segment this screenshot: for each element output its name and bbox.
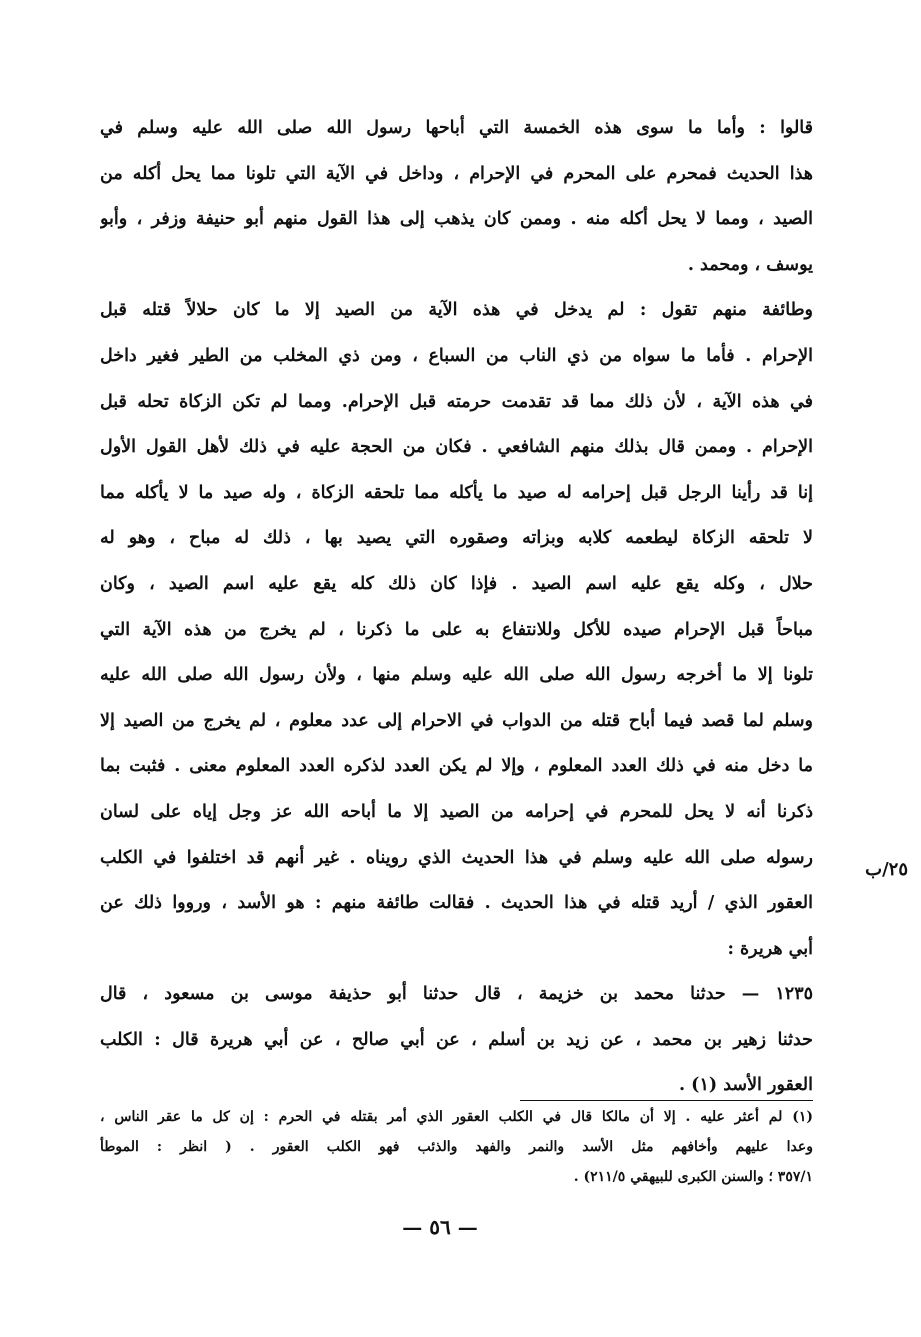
text-line: ١٢٣٥ — حدثنا محمد بن خزيمة ، قال حدثنا أبو حذيفة موسى بن مسعود ، قال	[100, 984, 813, 1005]
text-line: لا تلحقه الزكاة ليطعمه كلابه وبزاته وصقوره التي يصيد بها ، ذلك له مباح ، وهو له	[100, 528, 813, 549]
text-line: الصيد ، ومما لا يحل أكله منه . وممن كان يذهب إلى هذا القول منهم أبو حنيفة وزفر ، وأبو	[100, 209, 813, 230]
text-line: هذا الحديث فمحرم على المحرم في الإحرام ، وداخل في الآية التي تلونا مما يحل أكله من	[100, 163, 813, 184]
text-line: العقور الأسد (١) .	[678, 1075, 813, 1096]
page-number: — ٥٦ —	[402, 1215, 478, 1239]
footnote-divider	[520, 1100, 813, 1101]
text-line: الإحرام . فأما ما سواه من ذي الناب من السباع ، ومن ذي المخلب من الطير فغير داخل	[100, 345, 813, 366]
text-line: العقور الذي / أريد قتله في هذا الحديث . فقالت طائفة منهم : هو الأسد ، ورووا ذلك عن	[100, 893, 813, 914]
text-line: قالوا : وأما ما سوى هذه الخمسة التي أباحها رسول الله صلى الله عليه وسلم في	[100, 118, 813, 138]
footnote-line: ٣٥٧/١ ؛ والسنن الكبرى للبيهقي ٢١١/٥) .	[573, 1169, 813, 1185]
text-line: في هذه الآية ، لأن ذلك مما قد تقدمت حرمته قبل الإحرام. ومما لم تكن الزكاة تحله قبل	[100, 391, 813, 412]
text-line: تلونا إلا ما أخرجه رسول الله صلى الله عليه وسلم منها ، ولأن رسول الله صلى الله عليه	[100, 665, 813, 686]
text-line: إنا قد رأينا الرجل قبل إحرامه له صيد ما يأكله مما تلحقه الزكاة ، وله صيد ما لا يأكله مما	[100, 482, 813, 503]
main-text	[100, 106, 813, 1109]
footnote-line: وعدا عليهم وأخافهم مثل الأسد والنمر والفهد والذئب فهو الكلب العقور . ( انظر : الموطأ	[100, 1139, 813, 1155]
text-line: حلال ، وكله يقع عليه اسم الصيد . فإذا كان ذلك كله يقع عليه اسم الصيد ، وكان	[100, 573, 813, 594]
text-line: حدثنا زهير بن محمد ، عن زيد بن أسلم ، عن أبي صالح ، عن أبي هريرة قال : الكلب	[100, 1029, 813, 1050]
footnote-line: (١) لم أعثر عليه . إلا أن مالكا قال في الكلب العقور الذي أمر بقتله في الحرم : إن كل ما عقر الناس ،	[100, 1109, 813, 1125]
manuscript-folio-marker: ٢٥/ب	[865, 859, 908, 880]
text-line: رسوله صلى الله عليه وسلم في هذا الحديث الذي رويناه . غير أنهم قد اختلفوا في الكلب	[100, 847, 813, 868]
text-line: وسلم لما قصد فيما أباح قتله من الدواب في الاحرام إلى عدد معلوم ، لم يخرج من الصيد إلا	[100, 710, 813, 731]
text-line: يوسف ، ومحمد .	[687, 254, 813, 275]
text-line: أبي هريرة :	[727, 938, 813, 959]
footnotes	[100, 1102, 813, 1192]
text-line: وطائفة منهم تقول : لم يدخل في هذه الآية من الصيد إلا ما كان حلالاً قتله قبل	[100, 300, 813, 321]
text-line: الإحرام . وممن قال بذلك منهم الشافعي . فكان من الحجة عليه في ذلك لأهل القول الأول	[100, 437, 813, 458]
text-line: مباحاً قبل الإحرام صيده للأكل وللانتفاع به على ما ذكرنا ، لم يخرج من هذه الآية التي	[100, 619, 813, 640]
text-line: ذكرنا أنه لا يحل للمحرم في إحرامه من الصيد إلا ما أباحه الله عز وجل إياه على لسان	[100, 801, 813, 822]
text-line: ما دخل منه في ذلك العدد المعلوم ، وإلا لم يكن العدد لذكره العدد المعلوم معنى . فثبت بما	[100, 756, 813, 777]
